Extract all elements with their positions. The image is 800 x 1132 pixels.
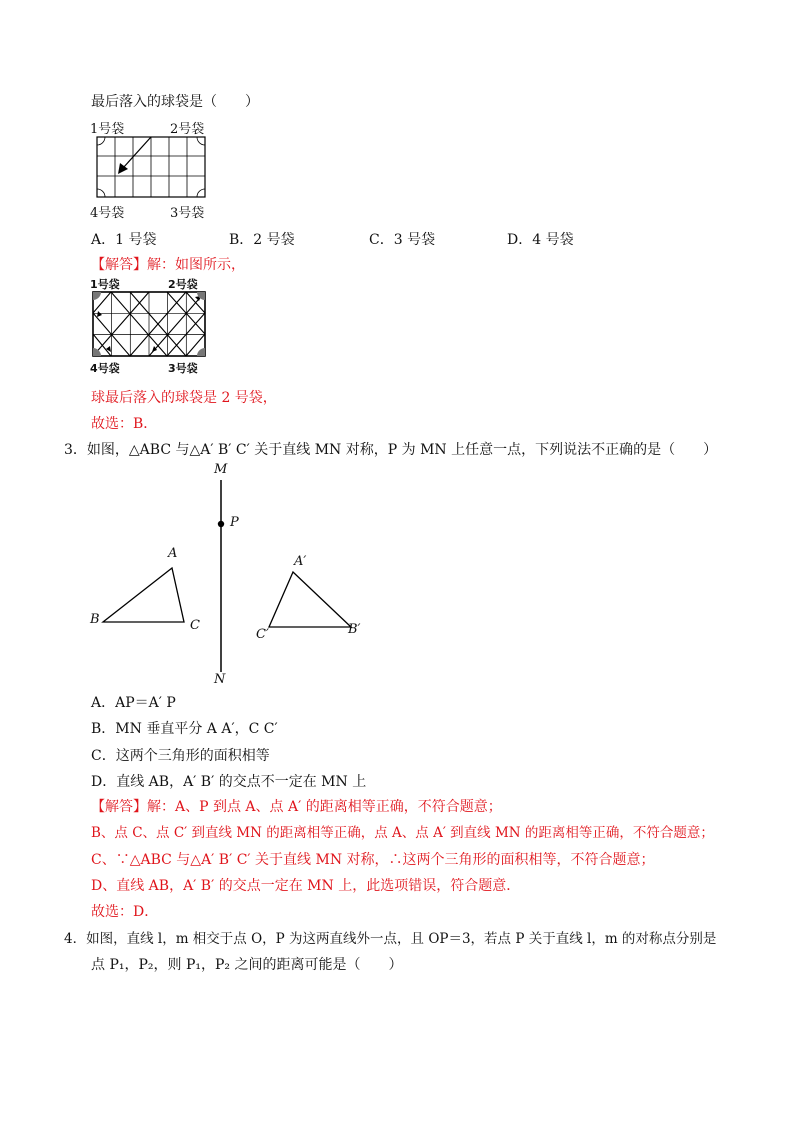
point-p-label: P [230,515,239,530]
q2-answer-figure [88,276,214,376]
q2-question-tail: 最后落入的球袋是（ ） [91,94,259,110]
point-b-prime-label: B′ [348,622,361,637]
pocket-4-label: 4号袋 [90,206,125,221]
point-n-label: N [214,672,226,687]
answer-pocket-3-label: 3号袋 [168,362,198,375]
q3-option-b: B．MN 垂直平分 A A′，C C′ [91,721,278,737]
point-m-label: M [214,462,228,477]
q2-option-a: A．1 号袋 [91,232,157,248]
point-c-prime-label: C′ [256,627,269,642]
answer-pocket-4-label: 4号袋 [90,362,120,375]
q2-option-d: D．4 号袋 [507,232,574,248]
q2-option-c: C．3 号袋 [369,232,436,248]
table-grid-svg [96,136,206,198]
q2-answer-conclusion: 球最后落入的球袋是 2 号袋， [91,390,277,406]
pocket-3-label: 3号袋 [170,206,205,221]
point-b-label: B [90,612,100,627]
q3-option-d: D．直线 AB，A′ B′ 的交点不一定在 MN 上 [91,774,367,790]
q2-answer-intro [91,256,245,274]
q2-table-grid-figure [86,118,226,220]
point-a-prime-label: A′ [294,554,307,569]
answer-path-grid-svg [92,291,206,357]
q2-answer-choice: 故选：B． [91,416,158,432]
pocket-2-label: 2号袋 [170,122,205,137]
q3-symmetry-figure [86,460,386,692]
answer-tag: 【解答】 [91,799,147,815]
q2-option-b: B．2 号袋 [229,232,295,248]
answer-pocket-1-label: 1号袋 [90,278,120,291]
answer-pocket-2-label: 2号袋 [168,278,198,291]
q3-answer-line-4: D、直线 AB，A′ B′ 的交点一定在 MN 上，此选项错误，符合题意． [91,878,521,894]
answer-text: 解：A、P 到点 A、点 A′ 的距离相等正确，不符合题意； [147,799,502,815]
pocket-1-label: 1号袋 [90,122,125,137]
q3-stem: 3．如图，△ABC 与△A′ B′ C′ 关于直线 MN 对称，P 为 MN 上任意一点，下列说法不正确的是（ ） [64,442,718,458]
point-c-label: C [190,618,200,633]
q3-option-a: A．AP＝A′ P [91,695,176,711]
q3-option-c: C．这两个三角形的面积相等 [91,748,270,764]
answer-tag: 【解答】 [91,257,147,273]
q3-answer-line-2: B、点 C、点 C′ 到直线 MN 的距离相等正确，点 A、点 A′ 到直线 MN 的距离相等正确，不符合题意； [91,825,714,841]
symmetry-figure-svg [86,460,386,692]
q3-answer-line-1 [91,798,502,816]
q4-stem-line-1: 4．如图，直线 l，m 相交于点 O，P 为这两直线外一点，且 OP＝3，若点 P 关于直线 l，m 的对称点分别是 [64,931,717,947]
q4-stem-line-2: 点 P₁，P₂，则 P₁，P₂ 之间的距离可能是（ ） [91,957,403,973]
q3-answer-choice: 故选：D． [91,904,159,920]
q3-answer-line-3: C、∵△ABC 与△A′ B′ C′ 关于直线 MN 对称，∴这两个三角形的面积相等，不符合题意； [91,852,655,868]
answer-intro-text: 解：如图所示， [147,257,245,273]
point-a-label: A [168,546,178,561]
